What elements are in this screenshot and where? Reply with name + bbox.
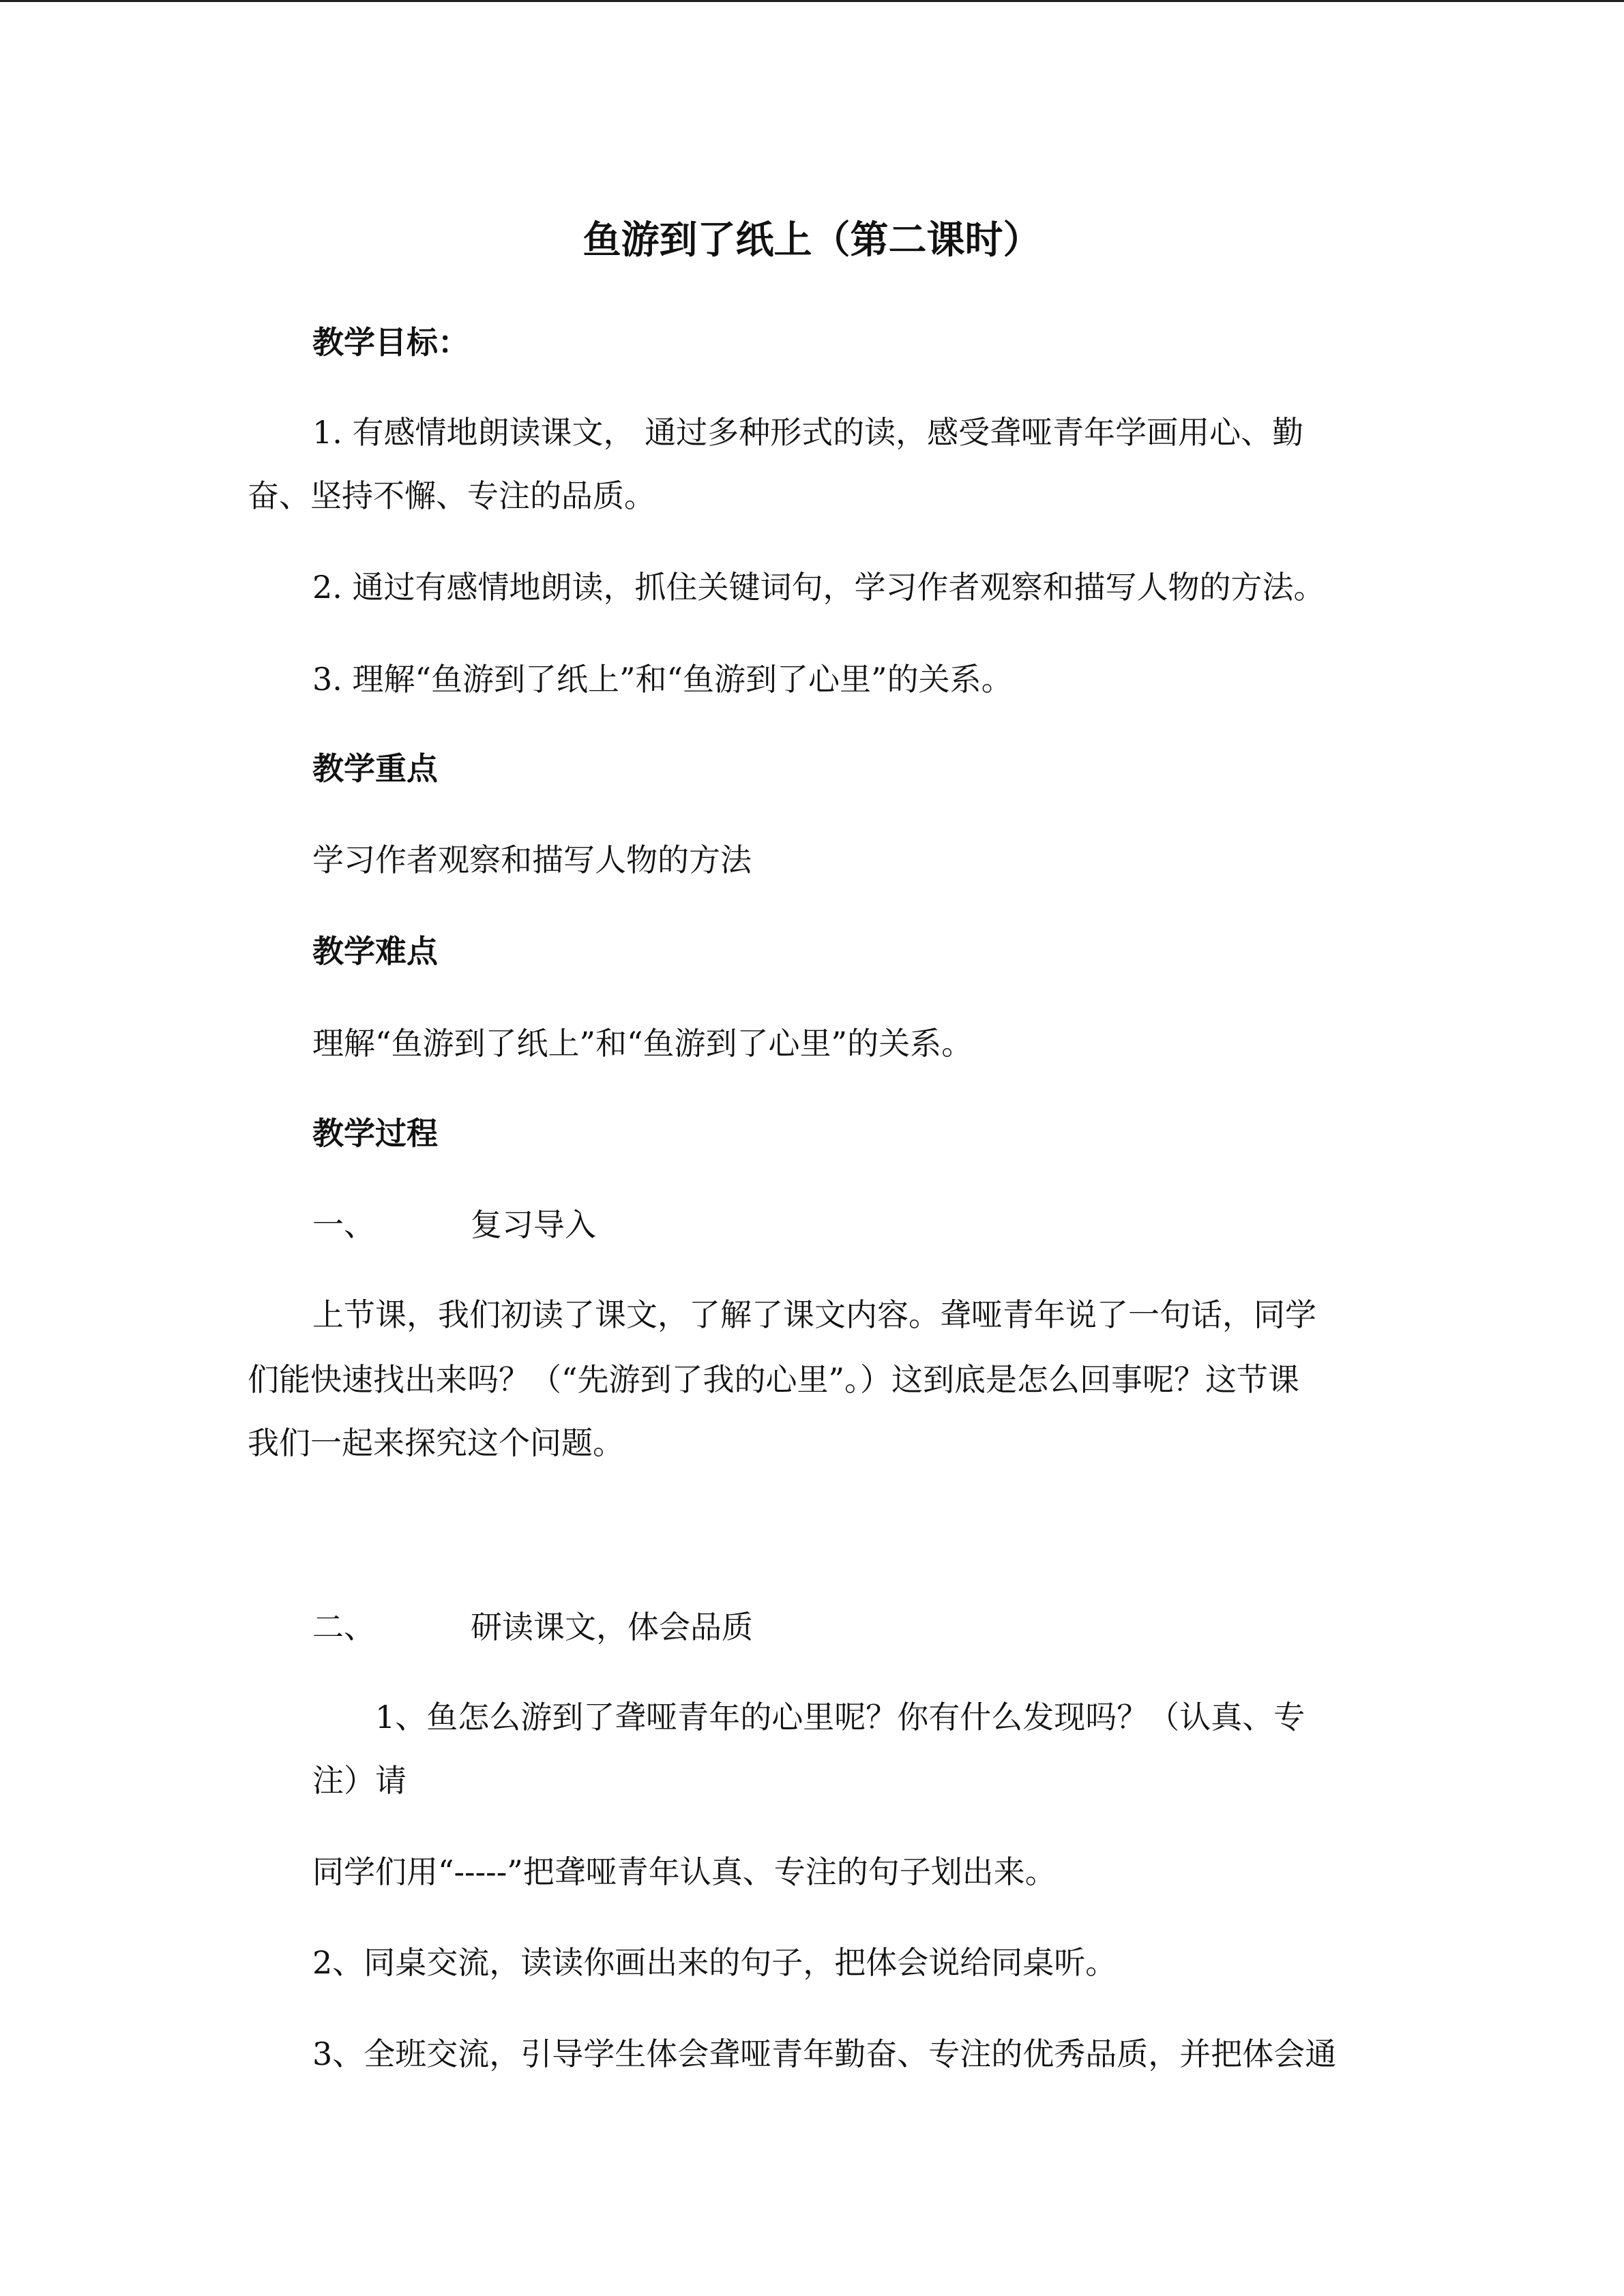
key-points-heading: 教学重点 [312, 750, 438, 787]
document-title: 鱼游到了纸上（第二课时） [582, 218, 1042, 263]
section-1-heading [312, 1204, 596, 1245]
objective-2: 2. 通过有感情地朗读，抓住关键词句，学习作者观察和描写人物的方法。 [312, 569, 1325, 606]
difficulties-heading: 教学难点 [312, 933, 438, 970]
section-1-paragraph-line-1: 上节课，我们初读了课文，了解了课文内容。聋哑青年说了一句话，同学 [312, 1296, 1316, 1333]
key-points-text: 学习作者观察和描写人物的方法 [312, 841, 752, 878]
section-2-heading [312, 1607, 753, 1648]
step-1-line-2: 注）请 [312, 1762, 407, 1799]
step-3: 3、全班交流，引导学生体会聋哑青年勤奋、专注的优秀品质，并把体会通 [312, 2036, 1337, 2072]
objective-3: 3. 理解“鱼游到了纸上”和“鱼游到了心里”的关系。 [312, 661, 1013, 698]
section-2-title: 研读课文，体会品质 [471, 1609, 753, 1645]
section-1-paragraph-line-2: 们能快速找出来吗？（“先游到了我的心里”。）这到底是怎么回事呢？这节课 [248, 1361, 1300, 1398]
section-2-number: 二、 [312, 1609, 375, 1645]
difficulties-text: 理解“鱼游到了纸上”和“鱼游到了心里”的关系。 [312, 1025, 973, 1062]
step-1-line-1: 1、鱼怎么游到了聋哑青年的心里呢？你有什么发现吗？（认真、专 [375, 1699, 1305, 1735]
process-heading: 教学过程 [312, 1115, 438, 1152]
step-1-line-3: 同学们用“-----”把聋哑青年认真、专注的句子划出来。 [312, 1853, 1057, 1890]
objective-1-line-2: 奋、坚持不懈、专注的品质。 [248, 477, 655, 514]
objective-1-line-1: 1. 有感情地朗读课文， 通过多种形式的读，感受聋哑青年学画用心、勤 [312, 414, 1304, 451]
section-1-title: 复习导入 [471, 1206, 596, 1243]
section-1-number: 一、 [312, 1206, 375, 1243]
objectives-heading: 教学目标： [312, 324, 469, 361]
step-2: 2、同桌交流，读读你画出来的句子，把体会说给同桌听。 [312, 1944, 1117, 1981]
section-1-paragraph-line-3: 我们一起来探究这个问题。 [248, 1425, 624, 1461]
